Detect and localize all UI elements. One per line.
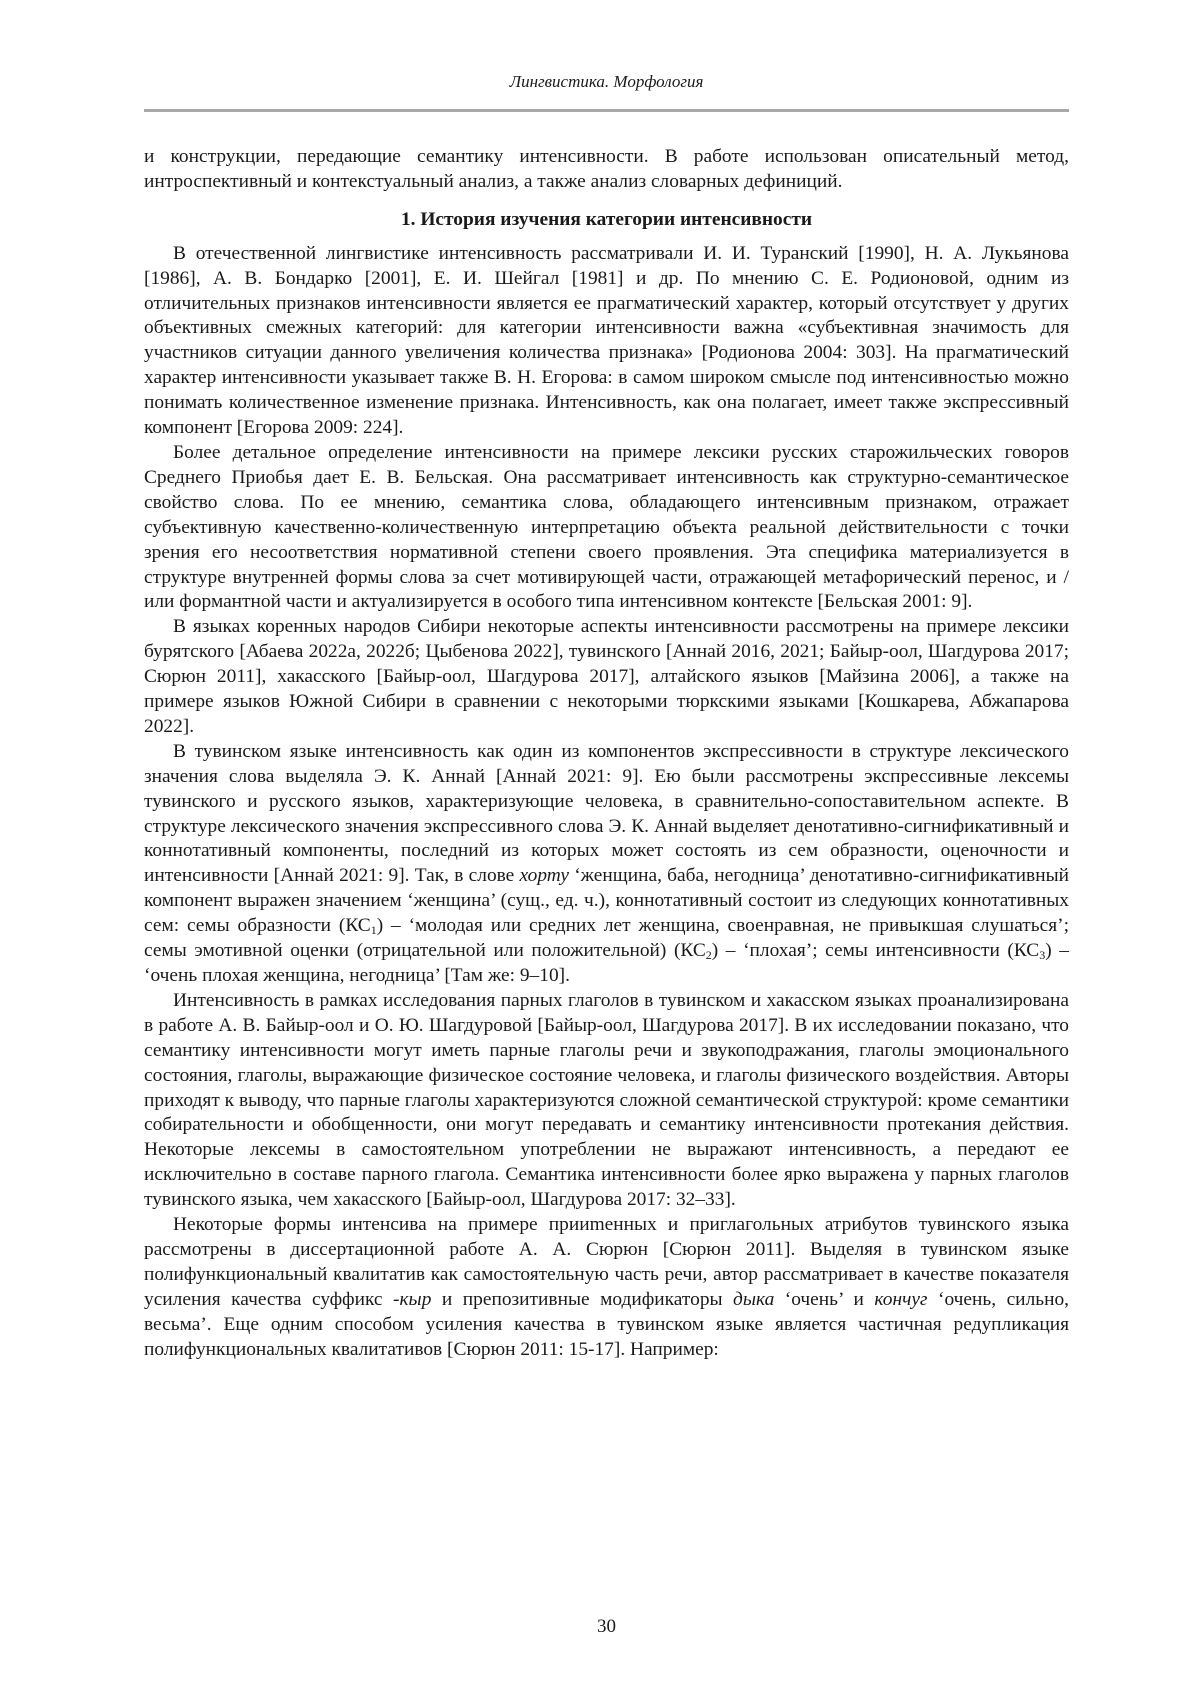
p6-suffix: -кыр [393, 1288, 432, 1310]
p6-text-2: и препозитивные модификаторы [431, 1288, 734, 1310]
p4-subscript-3: 3 [1039, 948, 1046, 963]
p6-text-3: ‘очень’ и [774, 1288, 875, 1310]
paragraph-3: В языках коренных народов Сибири некоторые аспекты интенсивности рассмотрены на примере лексики бурятского [Абаева 2022а, 2022б; Цыбенова 2022], тувинского [Аннай 2016, 2021; Байыр-оол, Шагдурова 2017; Сюрюн 2011], хакасского [Байыр-оол, Шагдурова 2017], алтайского языков [Майзина 2006], а также на примере языков Южной Сибири в сравнении с некоторыми тюркскими языками [Кошкарева, Абжапарова 2022]. [144, 616, 1069, 737]
paragraph-1: В отечественной лингвистике интенсивность рассматривали И. И. Туранский [1990], Н. А. Лукьянова [1986], А. В. Бондарко [2001], Е. И. Шейгал [1981] и др. По мнению С. Е. Родионовой, одним из отличительных признаков интенсивности является ее прагматический характер, который отсутствует у других объективных смежных категорий: для категории интенсивности важна «субъективная значимость для участников ситуации данного увеличения количества признака» [Родионова 2004: 303]. На прагматический характер интенсивности указывает также В. Н. Егорова: в самом широком смысле под интенсивностью можно понимать количественное изменение признака. Интенсивность, как она полагает, имеет также экспрессивный компонент [Егорова 2009: 224]. [144, 242, 1069, 439]
p6-modifier-2: кончуг [874, 1288, 928, 1310]
page-number: 30 [597, 1616, 616, 1637]
p4-example-word: хорту [519, 865, 569, 887]
p4-text-1: В тувинском языке интенсивность как один из компонентов экспрессивности в структуре лексического значения слова выделяла Э. К. Аннай [Аннай 2021: 9]. Ею были рассмотрены экспрессивные лексемы тувинского и русского языков, характеризующие человека, в сравнительно-сопоставительном аспекте. В структуре лексического значения экспрессивного слова Э. К. Аннай выделяет денотативно-сигнификативный и коннотативный компоненты, последний из которых может состоять из сем образности, оценочности и интенсивности [Аннай 2021: 9]. Так, в слове [144, 740, 1069, 887]
p4-text-4: ) – ‘плохая’; семы интенсивности (КС [711, 940, 1040, 962]
p4-subscript-2: 2 [705, 948, 712, 963]
p6-text-1: Некоторые формы интенсива на примере прииmенных и приглагольных атрибутов тувинского языка рассмотрены в диссертационной работе А. А. Сюрюн [Сюрюн 2011]. Выделяя в тувинском языке полифункциональный квалитатив как самостоятельную часть речи, автор рассматривает в качестве показателя усиления качества суффикс [144, 1214, 1069, 1310]
intro-paragraph: и конструкции, передающие семантику интенсивности. В работе использован описательный метод, интроспективный и контекстуальный анализ, а также анализ словарных дефиниций. [144, 146, 1069, 192]
p6-modifier-1: дыка [733, 1288, 775, 1310]
paragraph-2: Более детальное определение интенсивности на примере лексики русских старожильческих говоров Среднего Приобья дает Е. В. Бельская. Она рассматривает интенсивность как структурно-семантическое свойство слова. По ее мнению, семантика слова, обладающего интенсивным признаком, отражает субъективную качественно-количественную интерпретацию объекта реальной действительности с точки зрения его несоответствия нормативной степени своего проявления. Эта специфика материализуется в структуре внутренней формы слова за счет мотивирующей части, отражающей метафорический перенос, и / или формантной части и актуализируется в особого типа интенсивном контексте [Бельская 2001: 9]. [144, 441, 1069, 613]
article-body [144, 145, 1069, 1363]
p4-text-2: ‘женщина, баба, негодница’ денотативно-сигнификативный компонент выражен значением ‘женщина’ (сущ., ед. ч.), коннотативный состоит из следующих коннотативных сем: семы образности (КС [144, 865, 1069, 937]
paragraph-6 [144, 1213, 1069, 1362]
p6-text-4: ‘очень, сильно, весьма’. Еще одним способом усиления качества в тувинском языке является частичная редупликация полифункциональных квалитативов [Сюрюн 2011: 15-17]. Например: [144, 1288, 1070, 1360]
running-header: Лингвистика. Морфология [509, 72, 704, 91]
section-title: 1. История изучения категории интенсивности [400, 208, 813, 230]
p4-text-3: ) – ‘молодая или средних лет женщина, своенравная, не привыкшая слушаться’; семы эмотивной оценки (отрицательной или положительной) (КС [144, 915, 1069, 962]
paragraph-5: Интенсивность в рамках исследования парных глаголов в тувинском и хакасском языках проанализирована в работе А. В. Байыр-оол и О. Ю. Шагдуровой [Байыр-оол, Шагдурова 2017]. В их исследовании показано, что семантику интенсивности могут иметь парные глаголы речи и звукоподражания, глаголы эмоционального состояния, глаголы, выражающие физическое состояние человека, и глаголы физического воздействия. Авторы приходят к выводу, что парные глаголы характеризуются сложной семантической структурой: кроме семантики собирательности и обобщенности, они могут передавать и семантику интенсивности протекания действия. Некоторые лексемы в самостоятельном употреблении не выражают интенсивность, а передают ее исключительно в составе парного глагола. Семантика интенсивности более ярко выражена у парных глаголов тувинского языка, чем хакасского [Байыр-оол, Шагдурова 2017: 32–33]. [144, 989, 1069, 1211]
paragraph-4 [144, 740, 1069, 989]
p4-subscript-1: 1 [370, 923, 377, 938]
header-rule [144, 109, 1069, 112]
p4-text-5: ) – ‘очень плохая женщина, негодница’ [Там же: 9–10]. [144, 940, 1069, 986]
